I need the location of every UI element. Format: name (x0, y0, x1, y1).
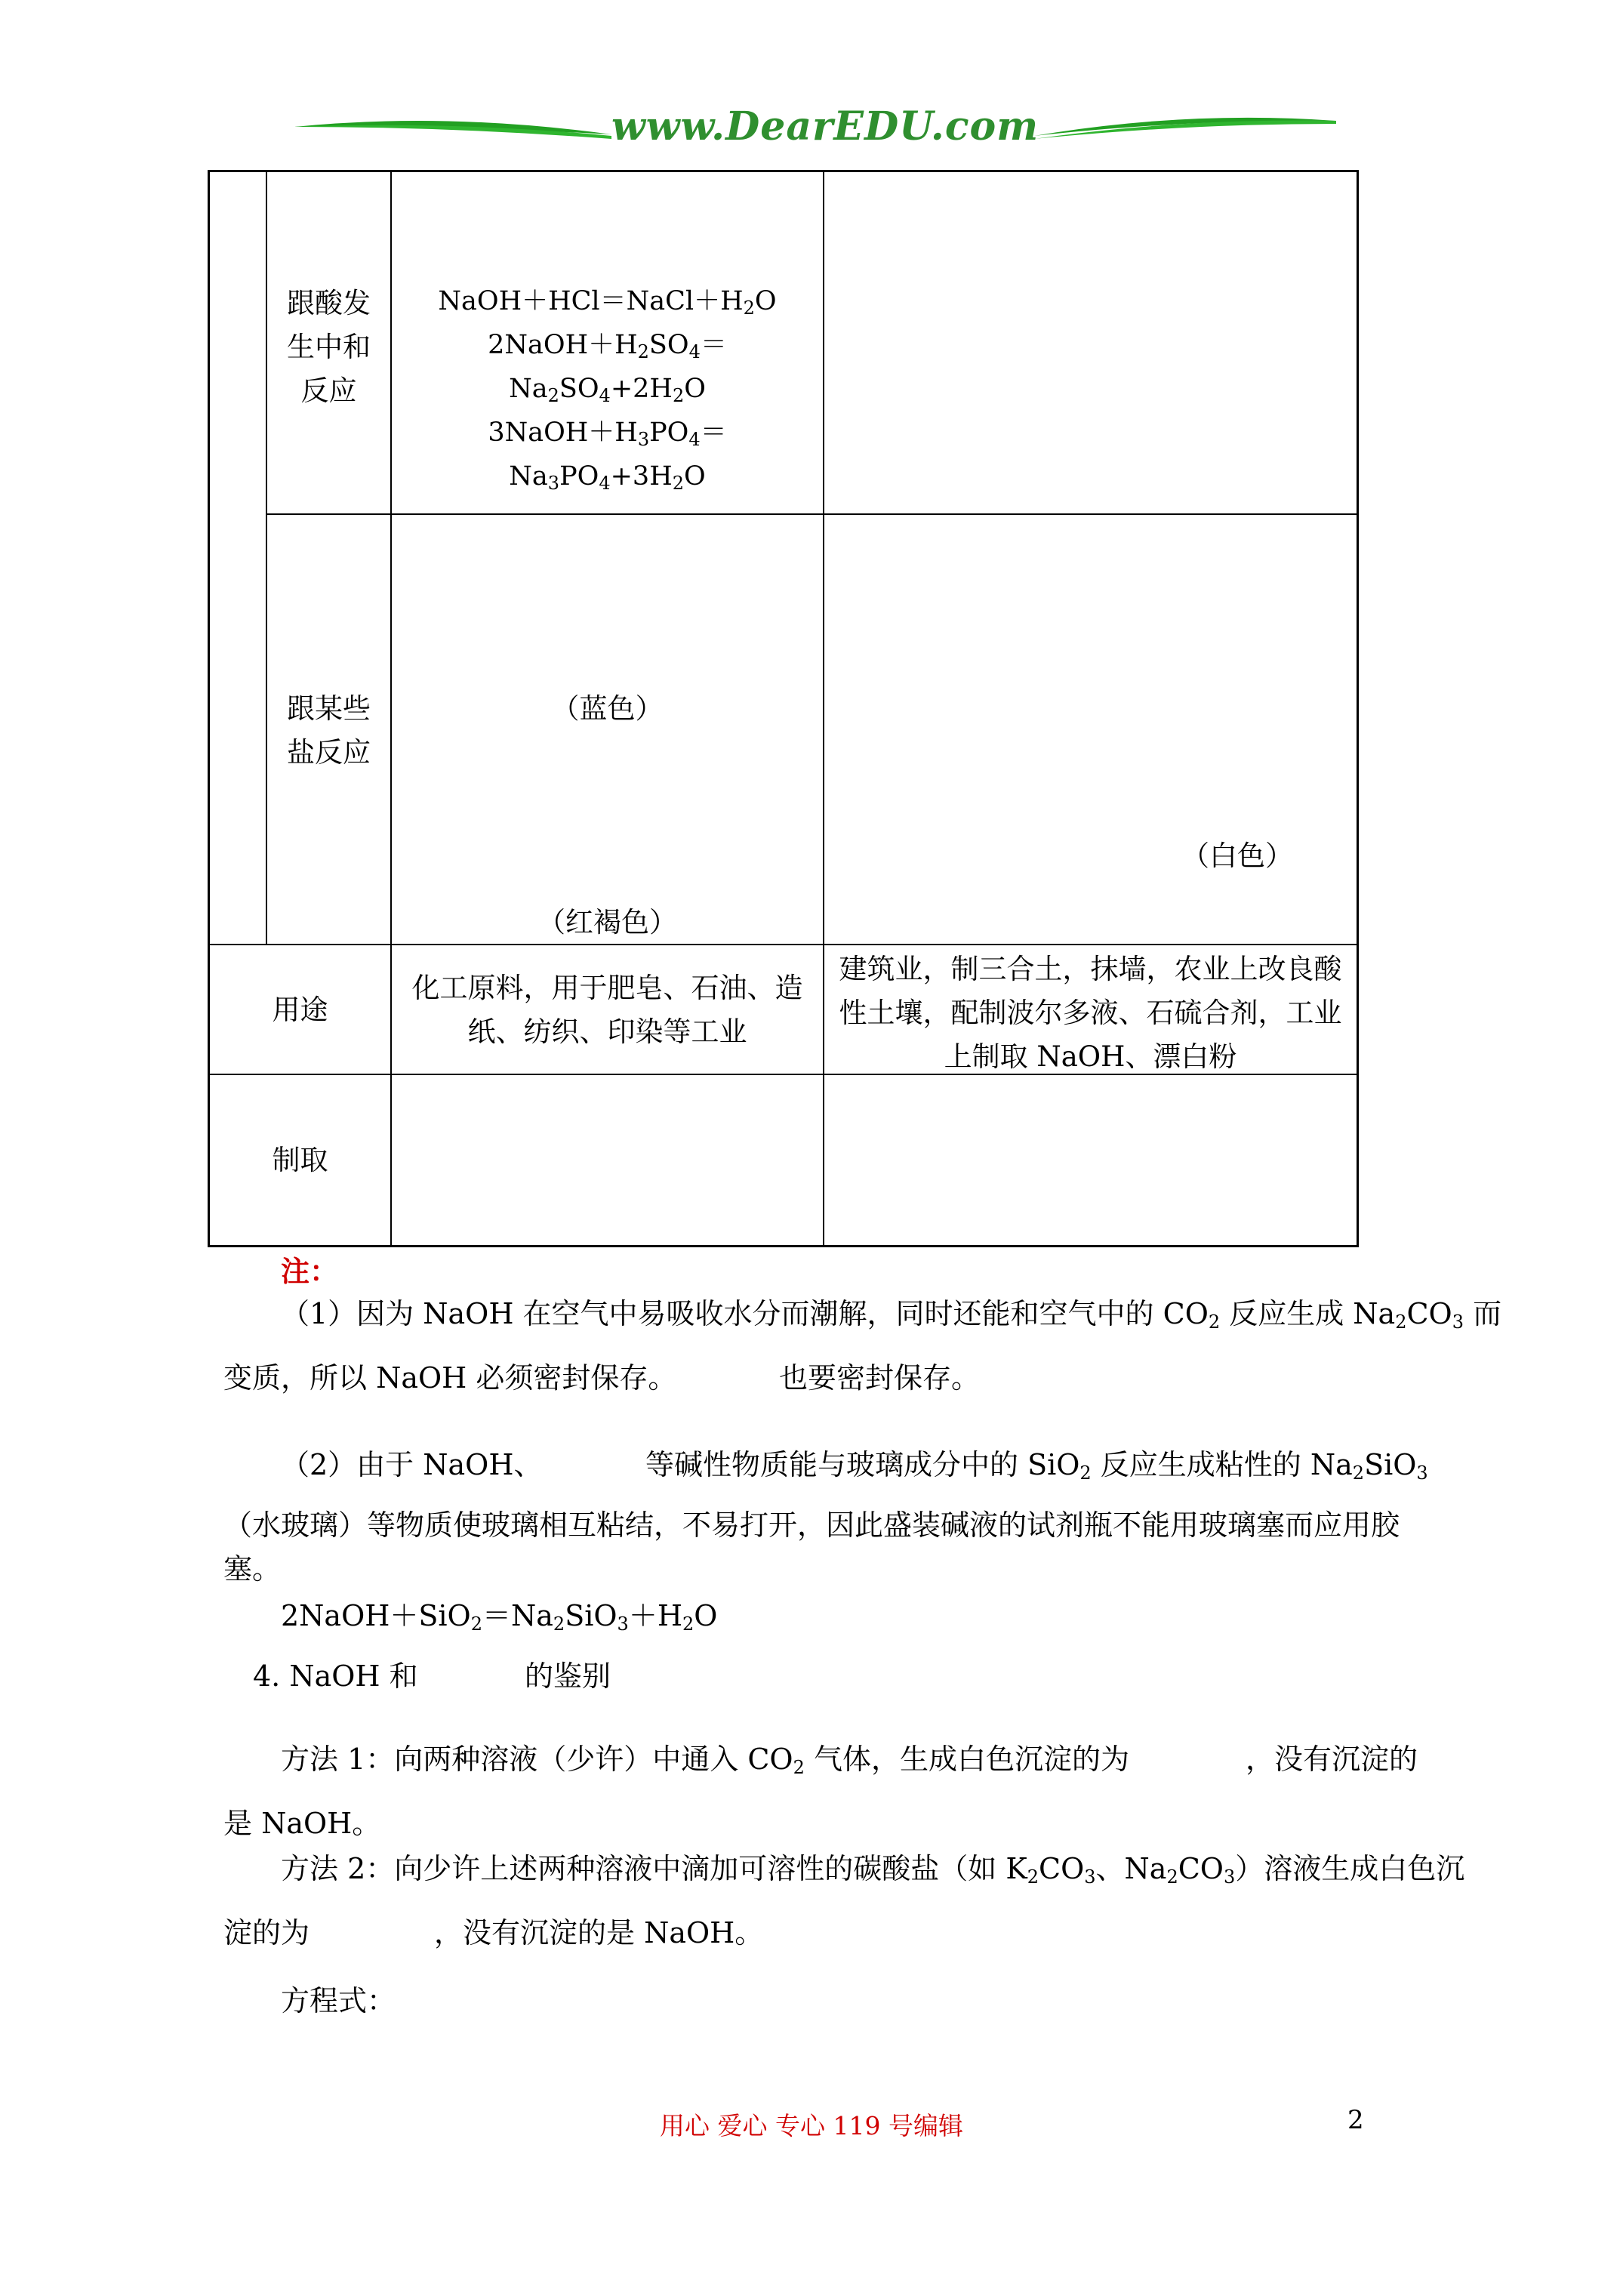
note-1-line-2a: 变质，所以 NaOH 必须密封保存。 (223, 1361, 677, 1395)
method-2-line-1: 方法 2：向少许上述两种溶液中滴加可溶性的碳酸盐（如 $K_2CO_3$、$Na_2CO_3$）溶液生成白色沉 (281, 1852, 1465, 1888)
row-label-uses: 用途 (272, 994, 328, 1026)
naoh-salt-note-redbrown: （红褐色） (537, 906, 677, 938)
page-number: 2 (1347, 2105, 1364, 2135)
equation-h3po4: $3NaOH+H_3PO_4=Na_3PO_4+3H_2O$ (488, 418, 727, 494)
silica-equation: $2NaOH+SiO_2=Na_2SiO_3+H_2O$ (281, 1599, 718, 1635)
naoh-acid-equations (392, 279, 823, 498)
method-1-line-1a: 方法 1：向两种溶液（少许）中通入 $CO_2$ 气体，生成白色沉淀的为 (281, 1743, 1129, 1778)
note-1-line-1: （1）因为 NaOH 在空气中易吸收水分而潮解，同时还能和空气中的 $CO_2$ 反应生成 $Na_2CO_3$ 而 (281, 1297, 1502, 1333)
row-label-salt: 跟某些 盐反应 (287, 692, 371, 769)
equation-label: 方程式： (281, 1984, 396, 2017)
caoh-uses: 建筑业，制三合土，抹墙，农业上改良酸 性土壤，配制波尔多液、石硫合剂，工业 上制取 NaOH、漂白粉 (839, 953, 1342, 1073)
logo-text: www.DearEDU.com (611, 103, 1039, 149)
notes-title: 注： (281, 1254, 339, 1288)
note-2-line-1a: （2）由于 NaOH、 (281, 1448, 543, 1481)
caoh-salt-note-white: （白色） (1181, 840, 1293, 872)
method-1-line-2: 是 NaOH。 (223, 1807, 381, 1840)
section-4-b: 的鉴别 (525, 1660, 611, 1693)
section-4-a: 4. NaOH 和 (253, 1660, 418, 1693)
row-label-acid: 跟酸发 生中和 反应 (287, 287, 371, 407)
method-2-line-2b: ，没有沉淀的是 NaOH。 (434, 1916, 764, 1949)
method-1-line-1b: ，没有沉淀的 (1246, 1743, 1418, 1776)
note-2-line-2: （水玻璃）等物质使玻璃相互粘结，不易打开，因此盛装碱液的试剂瓶不能用玻璃塞而应用胶 (223, 1509, 1400, 1542)
method-2-line-2a: 淀的为 (223, 1916, 310, 1949)
naoh-uses: 化工原料，用于肥皂、石油、造 纸、纺织、印染等工业 (411, 972, 803, 1048)
note-2-line-1b: 等碱性物质能与玻璃成分中的 SiO$_2$ 反应生成粘性的 $Na_2SiO_3$ (645, 1448, 1428, 1484)
footer-text: 用心 爱心 专心 119 号编辑 (660, 2111, 963, 2140)
properties-table (208, 170, 1359, 1247)
header-logo (294, 97, 1336, 157)
equation-h2so4: $2NaOH+H_2SO_4=Na_2SO_4+2H_2O$ (488, 330, 727, 406)
row-label-preparation: 制取 (272, 1144, 328, 1176)
equation-hcl: $NaOH+HCl=NaCl+H_2O$ (438, 286, 777, 319)
note-1-line-2b: 也要密封保存。 (779, 1361, 981, 1395)
note-2-line-3: 塞。 (223, 1552, 282, 1586)
naoh-salt-note-blue: （蓝色） (551, 692, 664, 725)
